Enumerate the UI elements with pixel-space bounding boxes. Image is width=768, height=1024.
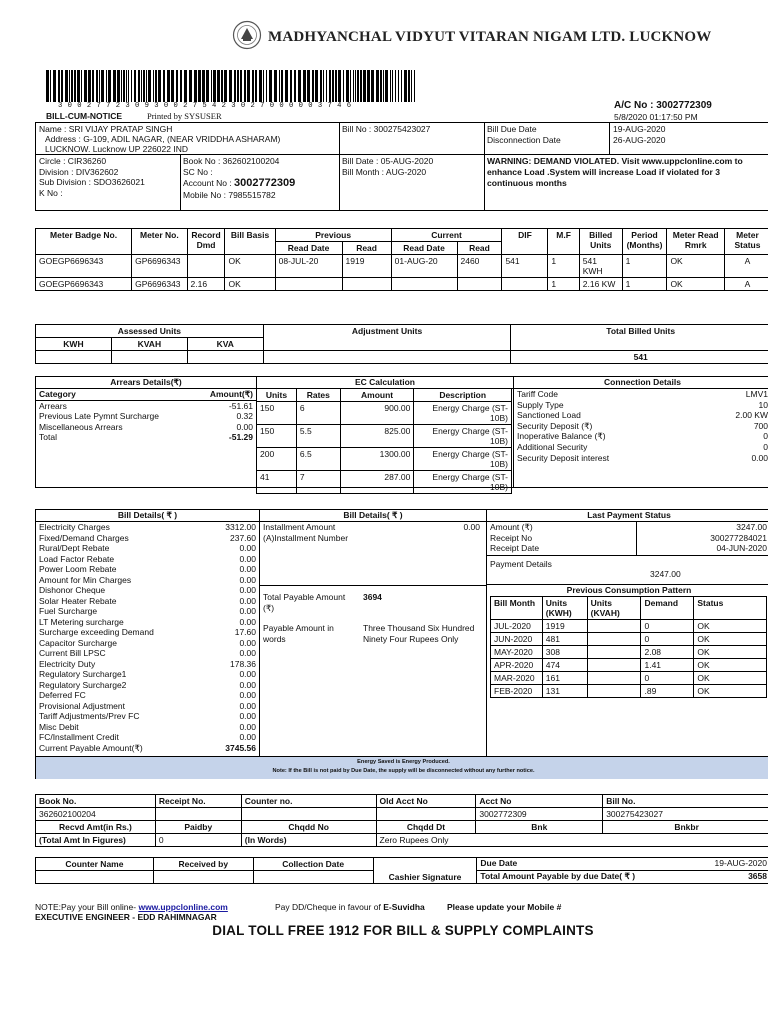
bill-detail-label: Tariff Adjustments/Prev FC (39, 711, 140, 721)
last-payment-amount-label: Amount (₹) (490, 522, 533, 532)
meter-cell: OK (225, 255, 275, 278)
bill-detail-value: 0.00 (239, 732, 256, 742)
pay-online-note: NOTE:Pay your Bill online- (35, 902, 139, 912)
bill-details-box (35, 509, 768, 779)
ec-row: 41 7 287.00 Energy Charge (ST-10B) (257, 471, 512, 494)
bill-detail-label: Regulatory Surcharge1 (39, 669, 127, 679)
bill-detail-row (36, 627, 259, 638)
meter-cell: 1 (548, 255, 579, 278)
ec-col-header: Amount (340, 389, 414, 402)
consumption-cell: OK (694, 620, 767, 633)
last-payment-receipt: 300277284021 (710, 532, 767, 543)
consumption-cell: OK (694, 685, 767, 698)
last-payment-amount: 3247.00 (736, 522, 767, 532)
bill-detail-value: 0.00 (239, 564, 256, 574)
consumption-cell (587, 646, 641, 659)
bill-due-date: 19-AUG-2020 (613, 124, 666, 134)
kva-header: KVA (187, 338, 263, 351)
bill-detail-row (36, 596, 259, 607)
arrears-amount-label: Amount(₹) (209, 389, 253, 399)
sc-number: SC No : (183, 166, 213, 177)
bill-detail-label: Surcharge exceeding Demand (39, 627, 154, 637)
meter-cell: 1 (622, 278, 667, 291)
meter-cell: 08-JUL-20 (275, 255, 342, 278)
bill-detail-value: 0.00 (239, 648, 256, 658)
meter-sub-header: Read Date (391, 242, 457, 255)
consumption-cell: OK (694, 646, 767, 659)
arrears-title: Arrears Details(₹) (36, 377, 256, 389)
installment-value: 0.00 (463, 522, 480, 532)
meter-cell: 2.16 KW (579, 278, 622, 291)
meter-col-header: Meter Badge No. (36, 229, 132, 255)
meter-sub-header: Read Date (275, 242, 342, 255)
demand-warning: WARNING: DEMAND VIOLATED. Visit www.uppclonline.com to enhance Load .System will increase Load if violated for 3 continuous months (487, 156, 743, 188)
connection-row: Sanctioned Load 2.00 KW (517, 410, 768, 421)
receipt-col-header: Receipt No. (155, 795, 241, 808)
consumption-row (491, 620, 767, 633)
bill-detail-label: Amount for Min Charges (39, 574, 132, 585)
meter-cell: GOEGP6696343 (36, 255, 132, 278)
disconnection-date: 26-AUG-2020 (613, 135, 666, 145)
bill-detail-label: FC/Installment Credit (39, 732, 119, 742)
bill-detail-value: 0.00 (239, 616, 256, 627)
meter-table (35, 228, 768, 291)
bill-detail-row (36, 554, 259, 565)
receipt-bill-no: 300275423027 (603, 808, 768, 821)
received-by-header: Received by (153, 858, 253, 871)
consumption-cell: OK (694, 633, 767, 646)
print-datetime: 5/8/2020 01:17:50 PM (614, 112, 698, 122)
consumption-row (491, 659, 767, 672)
arrears-total-row: Total -51.29 (39, 432, 253, 443)
consumption-col-header: Demand (641, 597, 694, 620)
total-amt-figures-value: 0 (155, 834, 241, 847)
last-payment-date: 04-JUN-2020 (716, 543, 767, 553)
bill-detail-row (36, 659, 259, 670)
meter-cell: GP6696343 (132, 255, 187, 278)
meter-sub-header: Read (457, 242, 502, 255)
meter-col-header: Meter Read Rmrk (667, 229, 724, 255)
receipt-book-no: 362602100204 (36, 808, 156, 821)
consumption-row (491, 633, 767, 646)
consumption-cell: MAR-2020 (491, 672, 543, 685)
bill-detail-row (36, 743, 259, 754)
last-payment-title: Last Payment Status (487, 510, 768, 522)
consumption-cell: JUL-2020 (491, 620, 543, 633)
account-number-label: Account No : (183, 178, 232, 188)
receipt-col-header: Book No. (36, 795, 156, 808)
meter-row (36, 278, 768, 291)
consumption-cell: 0 (641, 672, 694, 685)
payment-details-value: 3247.00 (650, 569, 681, 579)
bill-detail-label: Fixed/Demand Charges (39, 532, 129, 543)
consumption-cell: APR-2020 (491, 659, 543, 672)
bill-detail-row (36, 669, 259, 680)
meter-col-header: Bill Basis (225, 229, 275, 255)
consumption-cell (587, 633, 641, 646)
bill-due-date-label: Bill Due Date (487, 124, 537, 134)
meter-col-header: Current (391, 229, 502, 242)
consumption-cell: OK (694, 659, 767, 672)
bill-detail-label: Solar Heater Rebate (39, 595, 117, 606)
total-payable-label: Total Payable Amount (₹) (263, 592, 346, 613)
connection-title: Connection Details (514, 377, 768, 389)
counter-table (35, 857, 768, 884)
meter-cell: 01-AUG-20 (391, 255, 457, 278)
total-amt-figures-label: (Total Amt In Figures) (36, 834, 156, 847)
in-words-value: Zero Rupees Only (376, 834, 768, 847)
bill-detail-row (36, 564, 259, 575)
consumption-col-header: Units (KWH) (542, 597, 587, 620)
arrears-row: Previous Late Pymnt Surcharge 0.32 (39, 411, 253, 422)
bill-detail-label: Dishonor Cheque (39, 585, 106, 595)
total-due-value: 3658 (748, 871, 767, 881)
bill-details-list (36, 522, 259, 753)
consumption-col-header: Bill Month (491, 597, 543, 620)
consumption-cell: 0 (641, 620, 694, 633)
meter-row (36, 255, 768, 278)
update-mobile-note: Please update your Mobile # (447, 902, 562, 912)
total-billed-units-value: 541 (511, 351, 768, 364)
bill-detail-value: 0.00 (239, 700, 256, 711)
bill-detail-row (36, 522, 259, 533)
connection-row: Additional Security 0 (517, 441, 768, 452)
meter-cell: OK (225, 278, 275, 291)
ec-row: 200 6.5 1300.00 Energy Charge (ST-10B) (257, 448, 512, 471)
consumption-cell: 308 (542, 646, 587, 659)
meter-col-header: Previous (275, 229, 391, 242)
bill-detail-row (36, 701, 259, 712)
consumption-table (490, 596, 767, 698)
bill-detail-value: 237.60 (230, 532, 256, 543)
consumption-row (491, 685, 767, 698)
bill-detail-label: Misc Debit (39, 721, 79, 732)
bill-detail-row (36, 722, 259, 733)
cashier-signature: Cashier Signature (373, 858, 477, 884)
consumption-row (491, 672, 767, 685)
consumption-cell (587, 672, 641, 685)
receipt-col-header: Recvd Amt(in Rs.) (36, 821, 156, 834)
receipt-col-header: Acct No (476, 795, 603, 808)
book-number: Book No : 362602100204 (183, 156, 280, 166)
total-due-label: Total Amount Payable by due Date( ₹ ) (480, 871, 636, 881)
meter-col-header: Period (Months) (622, 229, 667, 255)
receipt-old-acct-no (376, 808, 476, 821)
total-billed-units-header: Total Billed Units (511, 325, 768, 351)
esuvidha: E-Suvidha (383, 902, 425, 912)
receipt-receipt-no (155, 808, 241, 821)
consumption-cell: 131 (542, 685, 587, 698)
bill-detail-label: Electricity Charges (39, 522, 110, 532)
consumption-cell: .89 (641, 685, 694, 698)
company-logo (232, 20, 262, 50)
bill-detail-value: 178.36 (230, 658, 256, 669)
bill-detail-row (36, 533, 259, 544)
receipt-col-header: Chqdd Dt (376, 821, 476, 834)
bill-detail-label: Capacitor Surcharge (39, 637, 117, 648)
kwh-header: KWH (36, 338, 112, 351)
bill-detail-label: Load Factor Rebate (39, 553, 115, 564)
bill-detail-value: 0.00 (239, 553, 256, 564)
meter-col-header: Meter No. (132, 229, 187, 255)
meter-cell: 1919 (342, 255, 391, 278)
connection-row: Inoperative Balance (₹) 0 (517, 431, 768, 442)
circle: Circle : CIR36260 (39, 156, 107, 166)
arrears-row: Miscellaneous Arrears 0.00 (39, 421, 253, 432)
meter-cell: GOEGP6696343 (36, 278, 132, 291)
consumption-cell: MAY-2020 (491, 646, 543, 659)
receipt-col-header: Old Acct No (376, 795, 476, 808)
bill-detail-row (36, 575, 259, 586)
meter-col-header: M.F (548, 229, 579, 255)
meter-cell: 1 (622, 255, 667, 278)
bill-detail-row (36, 732, 259, 743)
bill-month: Bill Month : AUG-2020 (342, 166, 427, 177)
receipt-col-header: Chqdd No (241, 821, 376, 834)
bill-detail-row (36, 638, 259, 649)
bill-detail-value: 0.00 (239, 711, 256, 721)
bill-detail-value: 0.00 (239, 637, 256, 648)
arrears-category-label: Category (39, 389, 76, 399)
counter-name-header: Counter Name (36, 858, 154, 871)
meter-cell (275, 278, 342, 291)
bill-detail-value: 0.00 (239, 574, 256, 585)
bill-date: Bill Date : 05-AUG-2020 (342, 156, 434, 166)
disconnection-date-label: Disconnection Date (487, 135, 561, 145)
due-date-label: Due Date (480, 858, 518, 868)
mobile-number: Mobile No : 7985515782 (183, 190, 276, 200)
energy-saved-note: Energy Saved is Energy Produced. (357, 759, 450, 765)
bill-detail-label: Current Payable Amount(₹) (39, 742, 143, 753)
consumption-cell: 1919 (542, 620, 587, 633)
consumer-name: Name : SRI VIJAY PRATAP SINGH (39, 124, 173, 134)
assessed-units-header: Assessed Units (36, 325, 264, 338)
receipt-col-header: Bnk (476, 821, 603, 834)
bill-detail-value: 0.00 (239, 679, 256, 690)
pay-dd-note: Pay DD/Cheque in favour of (275, 902, 384, 912)
meter-cell: 2.16 (187, 278, 225, 291)
bill-detail-label: Fuel Surcharge (39, 606, 98, 616)
meter-cell: A (724, 255, 768, 278)
consumption-title: Previous Consumption Pattern (566, 585, 692, 595)
bill-detail-row (36, 543, 259, 554)
kvah-header: KVAH (111, 338, 187, 351)
bill-detail-value: 0.00 (239, 595, 256, 606)
bill-detail-value: 0.00 (239, 669, 256, 679)
bill-detail-value: 0.00 (239, 690, 256, 700)
adjustment-units-header: Adjustment Units (263, 325, 511, 351)
installment-label: Installment Amount (A)Installment Number (263, 522, 349, 543)
bill-details2-title: Bill Details( ₹ ) (260, 510, 486, 522)
meter-cell: A (724, 278, 768, 291)
meter-sub-header: Read (342, 242, 391, 255)
bill-detail-row (36, 690, 259, 701)
meter-cell: 1 (548, 278, 579, 291)
consumer-info-box (35, 122, 768, 211)
last-payment-receipt-label: Receipt No (490, 532, 533, 543)
ec-col-header: Description (414, 389, 512, 402)
meter-col-header: Record Dmd (187, 229, 225, 255)
bill-detail-value: 0.00 (239, 585, 256, 595)
bill-detail-label: Rural/Dept Rebate (39, 543, 110, 553)
consumption-cell (587, 685, 641, 698)
website-link[interactable]: www.uppclonline.com (138, 902, 228, 912)
total-payable-value: 3694 (363, 592, 382, 602)
meter-cell: 541 KWH (579, 255, 622, 278)
payable-words-value: Three Thousand Six Hundred Ninety Four Rupees Only (363, 623, 475, 644)
meter-cell: 541 (502, 255, 548, 278)
consumption-cell: 2.08 (641, 646, 694, 659)
ec-row: 150 5.5 825.00 Energy Charge (ST-10B) (257, 425, 512, 448)
consumption-row (491, 646, 767, 659)
connection-row: Tariff Code LMV1 (517, 389, 768, 399)
barcode (46, 70, 418, 102)
bill-detail-label: Electricity Duty (39, 658, 96, 669)
consumption-cell: 1.41 (641, 659, 694, 672)
consumer-address-line2: LUCKNOW. Lucknow UP 226022 IND (45, 144, 188, 154)
ec-col-header: Units (257, 389, 297, 402)
bill-detail-label: Provisional Adjustment (39, 700, 125, 711)
consumption-col-header: Units (KVAH) (587, 597, 641, 620)
in-words-label: (In Words) (241, 834, 376, 847)
receipt-col-header: Counter no. (241, 795, 376, 808)
meter-cell: GP6696343 (132, 278, 187, 291)
division: Division : DIV362602 (39, 166, 119, 177)
ec-table (256, 388, 512, 494)
payment-details-label: Payment Details (490, 559, 552, 569)
barcode-digits: 3 0 0 2 7 7 2 3 0 9 3 0 0 2 7 5 4 2 3 0 2 7 0 0 0 0 0 3 7 4 6 (58, 102, 352, 110)
disconnection-note: Note: If the Bill is not paid by Due Date, the supply will be disconnected without any further notice. (272, 768, 535, 774)
bill-detail-label: Power Loom Rebate (39, 564, 117, 574)
bill-detail-value: 0.00 (239, 721, 256, 732)
bill-detail-row (36, 680, 259, 691)
notice-band (36, 757, 768, 779)
meter-cell (187, 255, 225, 278)
receipt-col-header: Bnkbr (603, 821, 768, 834)
ec-row: 150 6 900.00 Energy Charge (ST-10B) (257, 402, 512, 425)
sub-division: Sub Division : SDO3626021 (39, 177, 145, 187)
receipt-acct-no: 3002772309 (476, 808, 603, 821)
bill-number: Bill No : 300275423027 (342, 124, 431, 134)
executive-engineer: EXECUTIVE ENGINEER - EDD RAHIMNAGAR (35, 912, 217, 922)
meter-cell (342, 278, 391, 291)
company-name: MADHYANCHAL VIDYUT VITARAN NIGAM LTD. LUCKNOW (268, 29, 712, 45)
bill-detail-row (36, 606, 259, 617)
connection-row: Supply Type 10 (517, 399, 768, 410)
bill-detail-row (36, 585, 259, 596)
meter-cell (457, 278, 502, 291)
bill-detail-row (36, 711, 259, 722)
receipt-col-header: Bill No. (603, 795, 768, 808)
account-number-header: A/C No : 3002772309 (614, 100, 712, 111)
receipt-table (35, 794, 768, 847)
consumer-address-line1: Address : G-109, ADIL NAGAR, (NEAR VRIDDHA ASHARAM) (45, 134, 281, 144)
meter-cell (502, 278, 548, 291)
consumption-cell: OK (694, 672, 767, 685)
bill-detail-label: Current Bill LPSC (39, 648, 106, 658)
consumption-col-header: Status (694, 597, 767, 620)
collection-date-header: Collection Date (253, 858, 373, 871)
bill-detail-label: Regulatory Surcharge2 (39, 679, 127, 690)
arrears-row: Arrears -51.61 (39, 400, 253, 411)
consumption-cell (587, 659, 641, 672)
meter-cell: OK (667, 255, 724, 278)
meter-col-header: DIF (502, 229, 548, 255)
bill-cum-notice-label: BILL-CUM-NOTICE (46, 111, 123, 121)
bill-detail-value: 0.00 (239, 543, 256, 553)
bill-detail-row (36, 617, 259, 628)
bill-detail-label: Deferred FC (39, 690, 86, 700)
bill-detail-value: 0.00 (239, 606, 256, 616)
ec-title: EC Calculation (257, 377, 513, 389)
printed-by: Printed by SYSUSER (147, 111, 222, 121)
account-number: 3002772309 (234, 177, 296, 189)
bill-detail-value: 3745.56 (225, 742, 256, 753)
meter-cell: OK (667, 278, 724, 291)
arrears-ec-connection-box (35, 376, 768, 492)
k-number: K No : (39, 187, 63, 198)
connection-row: Security Deposit (₹) 700 (517, 420, 768, 431)
due-date-value: 19-AUG-2020 (714, 858, 767, 868)
consumption-cell: 0 (641, 633, 694, 646)
consumption-cell: 474 (542, 659, 587, 672)
consumption-cell: 161 (542, 672, 587, 685)
consumption-cell: 481 (542, 633, 587, 646)
ec-col-header: Rates (296, 389, 340, 402)
meter-col-header: Meter Status (724, 229, 768, 255)
bill-detail-row (36, 648, 259, 659)
consumption-cell: FEB-2020 (491, 685, 543, 698)
assessed-units-table (35, 324, 768, 364)
connection-row: Security Deposit interest 0.00 (517, 452, 768, 463)
payable-words-label: Payable Amount in words (263, 623, 334, 644)
consumption-cell: JUN-2020 (491, 633, 543, 646)
bill-detail-value: 3312.00 (225, 522, 256, 532)
bill-detail-value: 17.60 (234, 627, 256, 637)
meter-cell: 2460 (457, 255, 502, 278)
meter-cell (391, 278, 457, 291)
toll-free-banner: DIAL TOLL FREE 1912 FOR BILL & SUPPLY COMPLAINTS (212, 923, 594, 938)
receipt-col-header: Paidby (155, 821, 241, 834)
meter-col-header: Billed Units (579, 229, 622, 255)
last-payment-date-label: Receipt Date (490, 543, 540, 553)
receipt-counter-no (241, 808, 376, 821)
consumption-cell (587, 620, 641, 633)
bill-details-title: Bill Details( ₹ ) (36, 510, 259, 522)
bill-detail-label: LT Metering surcharge (39, 616, 124, 627)
